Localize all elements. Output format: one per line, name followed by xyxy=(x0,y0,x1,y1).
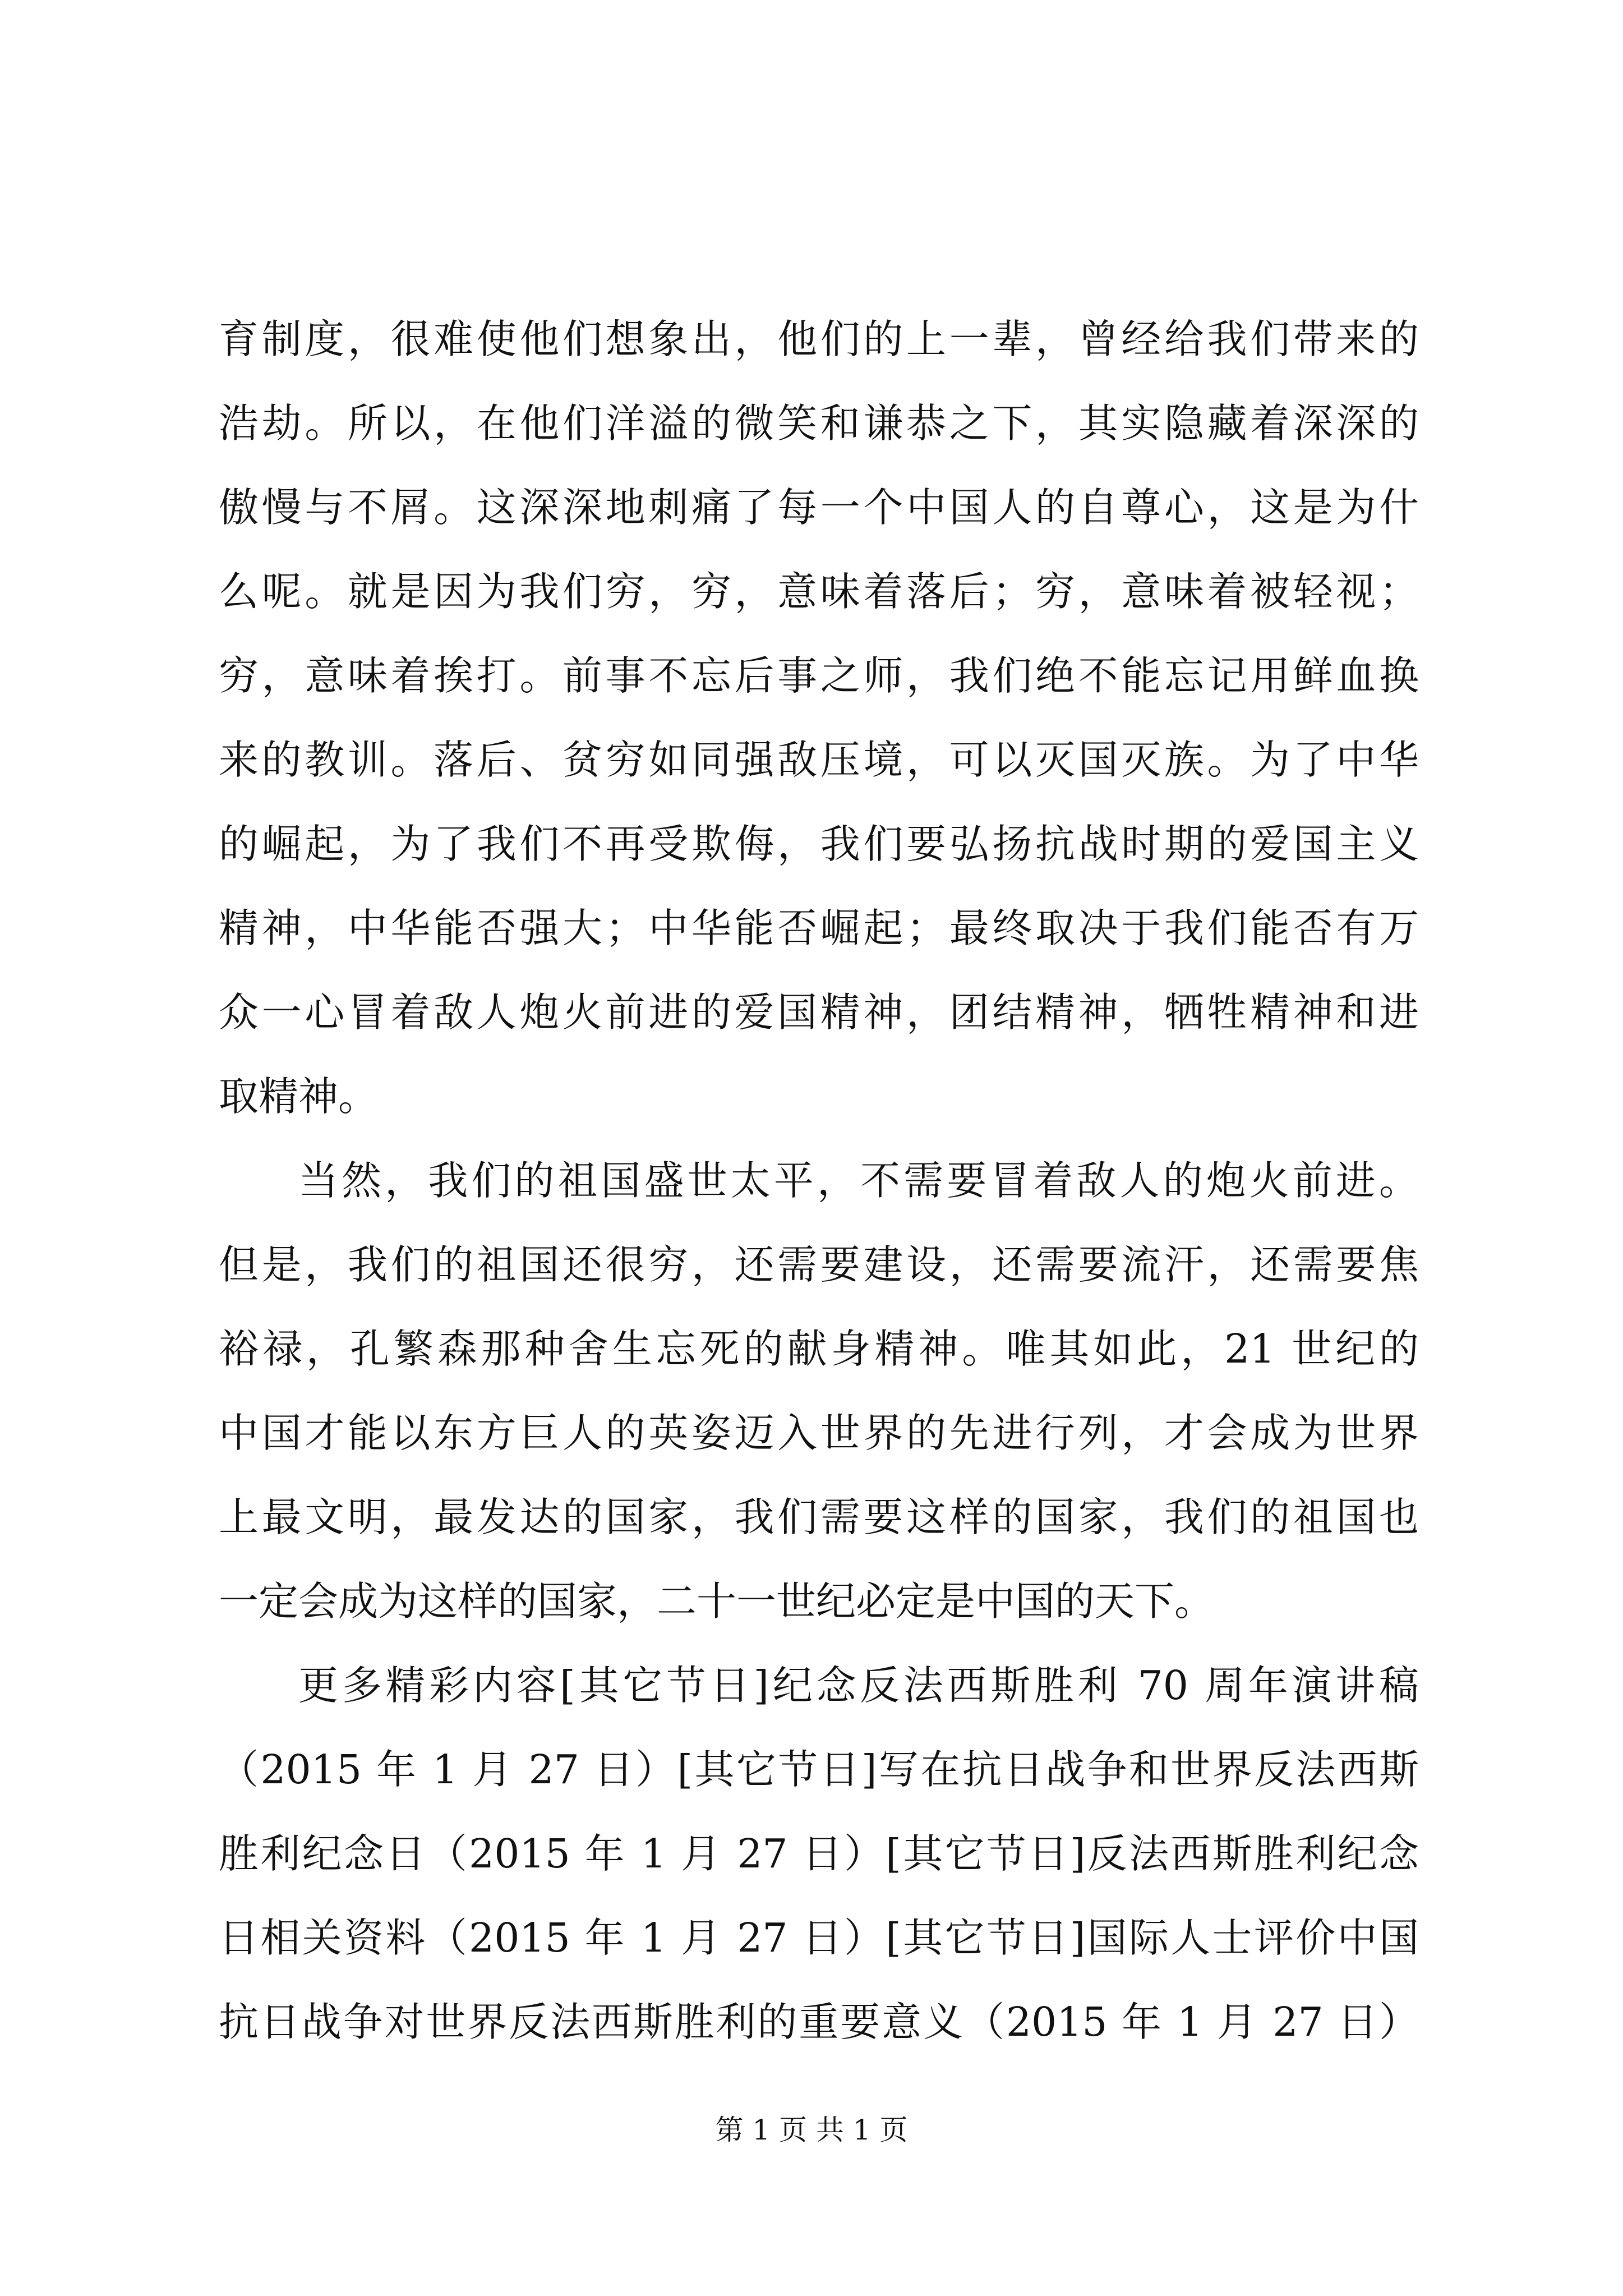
text-line: 中国才能以东方巨人的英姿迈入世界的先进行列，才会成为世界 xyxy=(219,1410,1419,1456)
text-line: 上最文明，最发达的国家，我们需要这样的国家，我们的祖国也 xyxy=(219,1494,1419,1540)
text-line: 来的教训。落后、贫穷如同强敌压境，可以灭国灭族。为了中华 xyxy=(219,737,1419,783)
text-line: 傲慢与不屑。这深深地刺痛了每一个中国人的自尊心，这是为什 xyxy=(219,484,1419,531)
text-line: 但是，我们的祖国还很穷，还需要建设，还需要流汗，还需要焦 xyxy=(219,1241,1419,1288)
page-number-footer: 第 1 页 共 1 页 xyxy=(715,2114,908,2146)
text-line: 取精神。 xyxy=(219,1073,379,1120)
text-line: 当然，我们的祖国盛世太平，不需要冒着敌人的炮火前进。 xyxy=(298,1157,1419,1204)
document-body xyxy=(219,297,1419,2064)
text-line: 抗日战争对世界反法西斯胜利的重要意义（2015 年 1 月 27 日） xyxy=(219,1999,1419,2045)
paragraph xyxy=(219,297,1419,1139)
text-line: 的崛起，为了我们不再受欺侮，我们要弘扬抗战时期的爱国主义 xyxy=(219,821,1419,867)
text-line: 裕禄，孔繁森那种舍生忘死的献身精神。唯其如此，21 世纪的 xyxy=(219,1326,1419,1372)
text-line: 么呢。就是因为我们穷，穷，意味着落后；穷，意味着被轻视； xyxy=(219,568,1419,615)
text-line: 精神，中华能否强大；中华能否崛起；最终取决于我们能否有万 xyxy=(219,905,1419,951)
paragraph xyxy=(219,1644,1419,2064)
text-line: 更多精彩内容[其它节日]纪念反法西斯胜利 70 周年演讲稿 xyxy=(298,1662,1419,1709)
paragraph xyxy=(219,1139,1419,1644)
text-line: 众一心冒着敌人炮火前进的爱国精神，团结精神，牺牲精神和进 xyxy=(219,989,1419,1036)
text-line: 浩劫。所以，在他们洋溢的微笑和谦恭之下，其实隐藏着深深的 xyxy=(219,400,1419,447)
text-line: （2015 年 1 月 27 日）[其它节日]写在抗日战争和世界反法西斯 xyxy=(219,1746,1419,1793)
text-line: 胜利纪念日（2015 年 1 月 27 日）[其它节日]反法西斯胜利纪念 xyxy=(219,1830,1419,1877)
text-line: 穷，意味着挨打。前事不忘后事之师，我们绝不能忘记用鲜血换 xyxy=(219,652,1419,699)
text-line: 育制度，很难使他们想象出，他们的上一辈，曾经给我们带来的 xyxy=(219,316,1419,362)
text-line: 一定会成为这样的国家，二十一世纪必定是中国的天下。 xyxy=(219,1578,1215,1625)
text-line: 日相关资料（2015 年 1 月 27 日）[其它节日]国际人士评价中国 xyxy=(219,1915,1419,1961)
